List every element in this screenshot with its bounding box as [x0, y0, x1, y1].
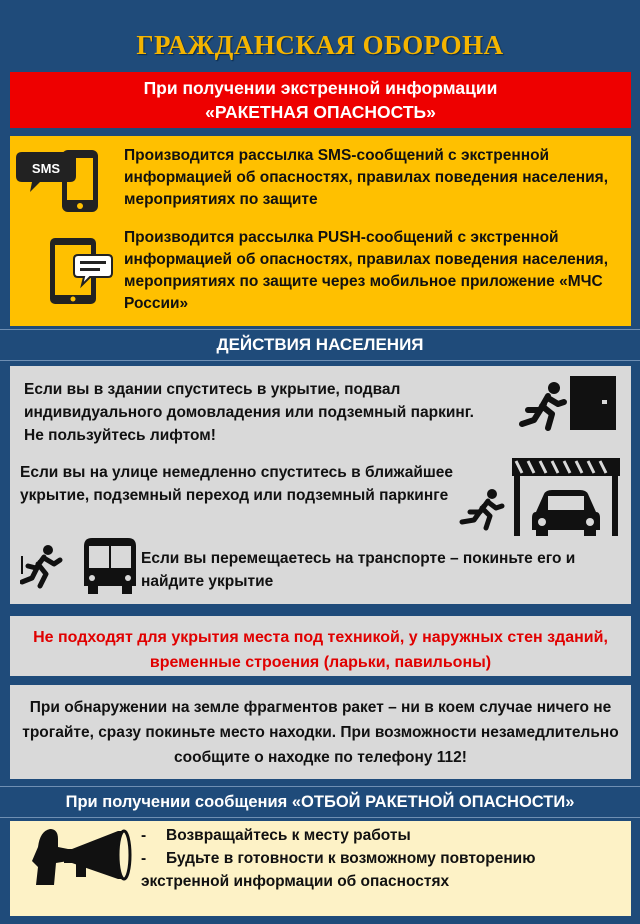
warning-panel: [10, 616, 631, 676]
actions-heading: ДЕЙСТВИЯ НАСЕЛЕНИЯ: [0, 329, 640, 361]
megaphone-icon: [28, 827, 136, 887]
actions-panel: [10, 366, 631, 604]
all-clear-item-1-marker: -: [141, 827, 147, 844]
running-from-bus-icon: [20, 534, 138, 598]
fragments-panel: [10, 685, 631, 779]
alert-banner: [10, 72, 631, 128]
warning-text: Не подходят для укрытия места под техникой, у наружных стен зданий, временные строения (ларьки, павильоны): [33, 629, 608, 671]
action-building-text: Если вы в здании спуститесь в укрытие, подвал индивидуального домовладения или подземный паркинг. Не пользуйтесь лифтом!: [24, 381, 474, 444]
push-notice-text: Производится рассылка PUSH-сообщений с экстренной информацией об опасностях, правилах поведения населения, мероприятиях по защите через мобильное приложение «МЧС России»: [124, 229, 609, 312]
all-clear-item-2-line-2: экстренной информации об опасностях: [141, 873, 450, 890]
all-clear-item-2-marker: -: [141, 850, 147, 867]
running-to-door-icon: [518, 374, 620, 434]
all-clear-item-2-line-1: Будьте в готовности к возможному повторению: [166, 850, 536, 867]
page-title: ГРАЖДАНСКАЯ ОБОРОНА: [136, 30, 504, 60]
action-transport-text: Если вы перемещаетесь на транспорте – покиньте его и найдите укрытие: [141, 550, 576, 590]
sms-notice-text: Производится рассылка SMS-сообщений с экстренной информацией об опасностях, правилах поведения населения, мероприятиях по защите: [124, 147, 609, 208]
sms-icon-label: SMS: [31, 161, 61, 176]
fragments-text: При обнаружении на земле фрагментов ракет – ни в коем случае ничего не трогайте, сразу покиньте место находки. При возможности незамедлительно сообщите о находке по телефону 112!: [22, 699, 619, 766]
all-clear-heading: При получении сообщения «ОТБОЙ РАКЕТНОЙ ОПАСНОСТИ»: [0, 786, 640, 818]
sms-phone-icon: [14, 146, 110, 216]
all-clear-item-1: Возвращайтесь к месту работы: [166, 827, 411, 844]
all-clear-panel: [10, 821, 631, 916]
notifications-panel: [10, 136, 631, 326]
alert-line-1: При получении экстренной информации: [143, 78, 498, 98]
running-to-garage-icon: [456, 456, 626, 538]
action-street-text: Если вы на улице немедленно спуститесь в ближайшее укрытие, подземный переход или подземный паркинге: [20, 464, 454, 504]
push-tablet-icon: [44, 235, 114, 307]
alert-line-2: «РАКЕТНАЯ ОПАСНОСТЬ»: [205, 102, 436, 122]
